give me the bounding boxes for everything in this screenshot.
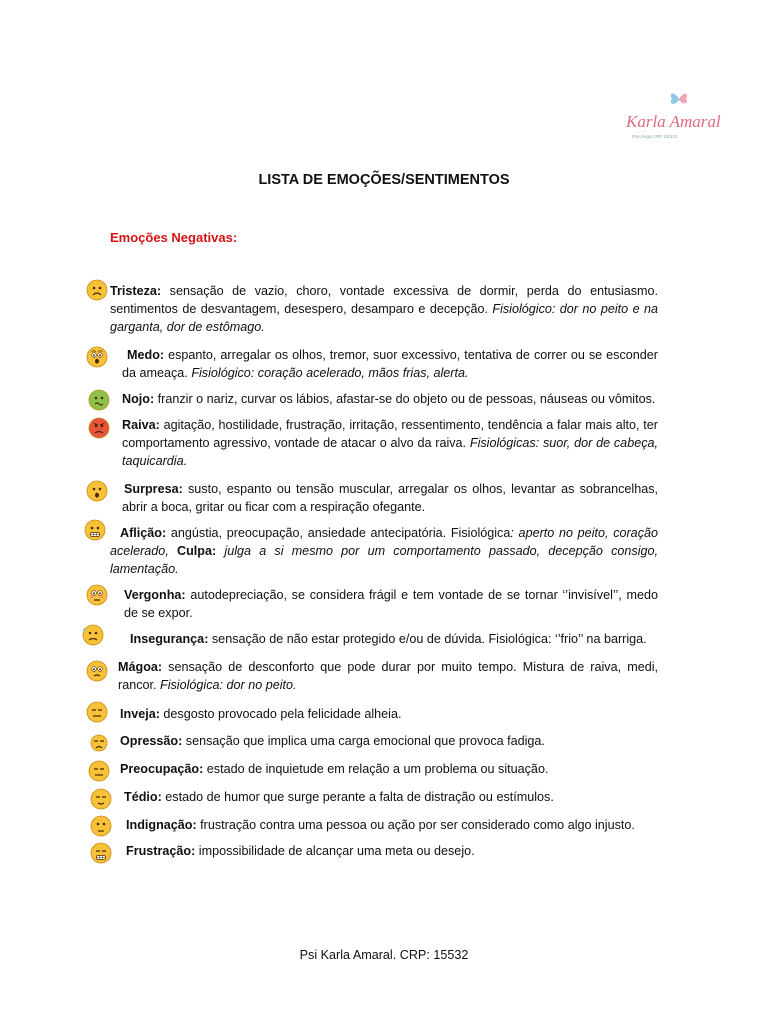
entry-physio-2: julga a si mesmo por um comportamento passado, decepção consigo, lamentação. bbox=[110, 544, 658, 576]
entry-name-2: Culpa: bbox=[177, 544, 217, 558]
pleading-face-icon bbox=[86, 660, 108, 682]
entry-name: Opressão: bbox=[120, 734, 183, 748]
entry-name: Raiva: bbox=[122, 418, 160, 432]
entry-text: sensação de não estar protegido e/ou de dúvida. Fisiológica: ‘’frio’’ na barriga. bbox=[208, 632, 647, 646]
flushed-face-icon bbox=[86, 584, 108, 606]
entry-text: espanto, arregalar os olhos, tremor, suor excessivo, tentativa de correr ou se esconder da ameaça. bbox=[122, 348, 658, 380]
entry-name: Frustração: bbox=[126, 844, 196, 858]
worried-face-icon bbox=[88, 760, 110, 782]
annoyed-face-icon bbox=[86, 701, 108, 723]
fearful-face-icon bbox=[86, 346, 108, 368]
bored-face-icon bbox=[90, 788, 112, 810]
entry-tristeza bbox=[110, 282, 658, 336]
entry-text: sensação de desconforto que pode durar por muito tempo. Mistura de raiva, medi, rancor. bbox=[118, 660, 658, 692]
entry-opressao bbox=[120, 732, 658, 750]
entry-surpresa bbox=[122, 480, 658, 516]
entry-magoa bbox=[118, 658, 658, 694]
entry-physio: : aperto no peito, coração acelerado, bbox=[110, 526, 658, 558]
nauseated-face-icon bbox=[88, 389, 110, 411]
section-heading: Emoções Negativas: bbox=[110, 230, 238, 245]
entry-text: sensação de vazio, choro, vontade excessiva de dormir, perda do entusiasmo. sentimentos de desvantagem, desespero, desamparo e decepção. bbox=[110, 284, 658, 316]
entry-text: angústia, preocupação, ansiedade antecipatória. Fisiológica bbox=[166, 526, 511, 540]
entry-name: Medo: bbox=[127, 348, 165, 362]
entry-tedio bbox=[124, 788, 658, 806]
indignant-face-icon bbox=[90, 815, 112, 837]
entry-indignacao bbox=[126, 816, 658, 834]
entry-text: susto, espanto ou tensão muscular, arregalar os olhos, levantar as sobrancelhas, abrir a boca, gritar ou ficar com a respiração ofegante. bbox=[122, 482, 658, 514]
butterfly-icon bbox=[668, 90, 690, 108]
entry-text: franzir o nariz, curvar os lábios, afastar-se do objeto ou de pessoas, náuseas ou vômitos. bbox=[154, 392, 656, 406]
entry-inveja bbox=[120, 705, 658, 723]
entry-name: Mágoa: bbox=[118, 660, 163, 674]
entry-nojo bbox=[122, 390, 658, 408]
logo bbox=[622, 86, 734, 148]
entry-inseguranca bbox=[130, 630, 658, 648]
entry-name: Indignação: bbox=[126, 818, 197, 832]
entry-physio: Fisiológicas: suor, dor de cabeça, taquicardia. bbox=[122, 436, 658, 468]
entry-preocupacao bbox=[120, 760, 658, 778]
entry-name: Insegurança: bbox=[130, 632, 209, 646]
surprised-face-icon bbox=[86, 480, 108, 502]
entry-frustracao bbox=[126, 842, 658, 860]
entry-name: Inveja: bbox=[120, 707, 160, 721]
entry-name: Surpresa: bbox=[124, 482, 183, 496]
grimacing-face-icon bbox=[84, 519, 106, 541]
page-title: LISTA DE EMOÇÕES/SENTIMENTOS bbox=[258, 172, 510, 188]
entry-text: autodepreciação, se considera frágil e tem vontade de se tornar ‘’invisível’’, medo de se expor. bbox=[124, 588, 658, 620]
cold-sweat-face-icon bbox=[82, 624, 104, 646]
entry-text: estado de inquietude em relação a um problema ou situação. bbox=[203, 762, 549, 776]
entry-name: Tédio: bbox=[124, 790, 162, 804]
entry-text: agitação, hostilidade, frustração, irritação, ressentimento, tendência a falar mais alto, ter comportamento agressivo, vontade de atacar o alvo da raiva. bbox=[122, 418, 658, 450]
entry-physio: Fisiológica: dor no peito. bbox=[160, 678, 297, 692]
frustrated-face-icon bbox=[90, 842, 112, 864]
entry-text: estado de humor que surge perante a falta de distração ou estímulos. bbox=[161, 790, 554, 804]
entry-name: Nojo: bbox=[122, 392, 155, 406]
entry-aflicao bbox=[110, 524, 658, 578]
entry-vergonha bbox=[124, 586, 658, 622]
entry-text: desgosto provocado pela felicidade alheia. bbox=[159, 707, 402, 721]
entry-name: Aflição: bbox=[120, 526, 167, 540]
entry-name: Preocupação: bbox=[120, 762, 204, 776]
entry-physio: Fisiológico: dor no peito e na garganta, dor de estômago. bbox=[110, 302, 658, 334]
entry-name: Tristeza: bbox=[110, 284, 162, 298]
entry-medo bbox=[122, 346, 658, 382]
pouting-face-icon bbox=[88, 732, 110, 754]
entry-text: impossibilidade de alcançar uma meta ou desejo. bbox=[195, 844, 475, 858]
entry-raiva bbox=[122, 416, 658, 470]
logo-brand: Karla Amaral bbox=[626, 112, 721, 131]
entry-text: sensação que implica uma carga emocional que provoca fadiga. bbox=[182, 734, 545, 748]
entry-name: Vergonha: bbox=[124, 588, 186, 602]
logo-tagline: Psicóloga CRP 15/532 bbox=[632, 134, 678, 139]
entry-physio: Fisiológico: coração acelerado, mãos frias, alerta. bbox=[191, 366, 469, 380]
page-footer: Psi Karla Amaral. CRP: 15532 bbox=[299, 948, 469, 962]
entry-text: frustração contra uma pessoa ou ação por ser considerado como algo injusto. bbox=[196, 818, 635, 832]
sad-face-icon bbox=[86, 279, 108, 301]
angry-face-icon bbox=[88, 417, 110, 439]
